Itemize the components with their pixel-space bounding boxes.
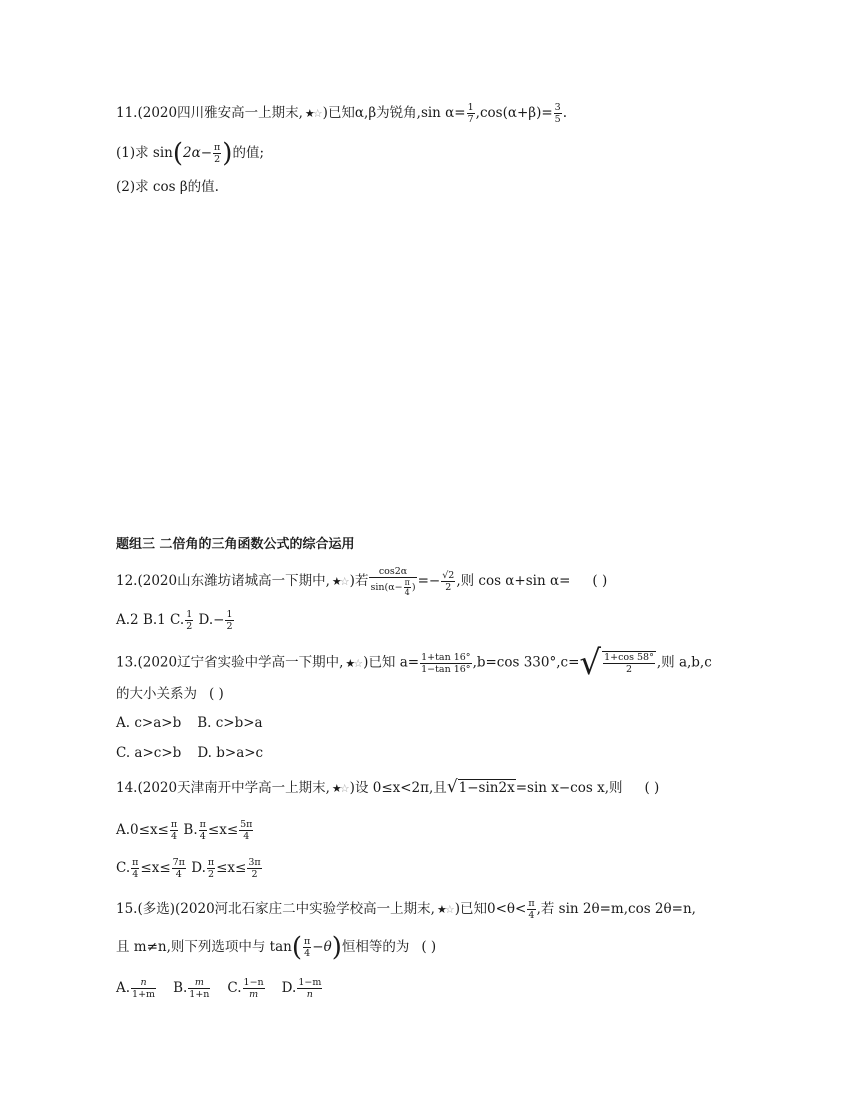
q15-option-a[interactable]: A. $\frac{n}{1+m}$ (116, 977, 156, 1000)
q14-options-row1 (116, 819, 254, 842)
q15-tag: (多选) (137, 901, 176, 917)
section-heading: 题组三 二倍角的三角函数公式的综合运用 (116, 537, 355, 552)
q12-rhs-fraction: $\frac{√2}{2}$ (442, 570, 455, 593)
q11-fraction-cos: $\frac{3}{5}$ (554, 102, 561, 125)
q12-option-b[interactable]: B.1 (142, 612, 166, 628)
q14-number: 14. (116, 780, 138, 796)
q12-source: (2020山东潍坊诸城高一下期中, (137, 573, 330, 589)
q14-stem (116, 777, 659, 799)
q11-part2-text: (2)求 cos β的值. (116, 179, 219, 195)
paren-open: ( (172, 138, 184, 169)
q14-source-close: ) (349, 780, 355, 796)
sqrt-sign-icon: √ (579, 643, 602, 683)
q14-text-pre: 设 0≤x<2π,且 (354, 780, 447, 796)
q12-number: 12. (116, 573, 138, 589)
q14-source: (2020天津南开中学高一上期末, (137, 780, 330, 796)
q12-option-d[interactable]: D.− $\frac{1}{2}$ (198, 609, 233, 632)
q15-source: (2020河北石家庄二中实验学校高一上期末, (175, 901, 435, 917)
q15-tan-fraction: $\frac{\pi}{4}$ (304, 936, 311, 959)
q11-number: 11. (116, 105, 138, 121)
q11-part1 (116, 138, 265, 169)
q15-theta-fraction: $\frac{\pi}{4}$ (528, 898, 535, 921)
q13-line2-text: 的大小关系为 (116, 686, 197, 702)
q15-answer-blank: ( ) (421, 939, 437, 955)
difficulty-stars-icon: ★☆ (331, 575, 348, 588)
q13-option-b[interactable]: B. c>b>a (197, 715, 263, 731)
q13-text-post: ,则 a,b,c (656, 654, 712, 671)
q11-part1-arg: 2α− (183, 145, 213, 161)
q14-option-a[interactable]: A.0≤x≤ $\frac{\pi}{4}$ (116, 819, 178, 842)
paren-close: ) (222, 138, 233, 169)
q15-number: 15. (116, 901, 138, 917)
sqrt-sign-icon: √ (446, 777, 458, 797)
q11-part2 (116, 177, 219, 197)
q11-text-mid: ,cos(α+β)= (475, 105, 553, 121)
q11-text: 已知α,β为锐角,sin α= (327, 105, 466, 121)
paren-close: ) (331, 932, 342, 963)
difficulty-stars-icon: ★☆ (304, 107, 321, 120)
q15-source-close: ) (454, 901, 460, 917)
q14-option-c[interactable]: C. $\frac{\pi}{4}$ ≤x≤ $\frac{7\pi}{4}$ (116, 857, 185, 880)
q13-c-fraction: $\frac{1+\cos 58^\circ}{2}$ (604, 652, 654, 675)
q12-options (116, 609, 235, 632)
q13-options-row2 (116, 743, 263, 763)
q14-text-post: =sin x−cos x,则 (515, 780, 623, 796)
q12-answer-blank: ( ) (592, 573, 608, 589)
paren-open: ( (291, 932, 303, 963)
q13-option-c[interactable]: C. a>c>b (116, 745, 182, 761)
q12-equals: =− (417, 573, 441, 589)
q15-line2 (116, 932, 437, 963)
q15-line2-pre: 且 m≠n,则下列选项中与 tan (116, 939, 292, 955)
q12-option-c[interactable]: C. $\frac{1}{2}$ (170, 609, 193, 632)
q15-line2-post: 恒相等的为 (341, 939, 410, 955)
q13-options-row1 (116, 713, 263, 733)
q14-option-b[interactable]: B. $\frac{\pi}{4}$ ≤x≤ $\frac{5\pi}{4}$ (183, 819, 253, 842)
q13-option-a[interactable]: A. c>a>b (116, 715, 182, 731)
q13-answer-blank: ( ) (209, 686, 224, 702)
q14-answer-blank: ( ) (644, 780, 660, 796)
q15-text-pre: 已知0<θ< (459, 901, 527, 917)
q14-sqrt-body: 1−sin2x (458, 780, 515, 796)
q13-line2 (116, 684, 224, 704)
q11-text-end: . (562, 105, 567, 121)
q13-stem (116, 643, 712, 683)
difficulty-stars-icon: ★☆ (331, 782, 348, 795)
difficulty-stars-icon: ★☆ (436, 903, 453, 916)
q13-option-d[interactable]: D. b>a>c (197, 745, 264, 761)
q15-option-c[interactable]: C. $\frac{1-n}{m}$ (227, 977, 264, 1000)
q12-source-close: ) (349, 573, 355, 589)
q11-source-close: ) (322, 105, 328, 121)
q15-stem (116, 898, 696, 921)
q11-part1-suffix: 的值; (232, 145, 265, 161)
q11-stem (116, 102, 567, 125)
q11-source: (2020四川雅安高一上期末, (137, 105, 303, 121)
q11-fraction-sin: $\frac{1}{7}$ (467, 102, 474, 125)
q11-part1-prefix: (1)求 sin (116, 145, 173, 161)
q15-text-post: ,若 sin 2θ=m,cos 2θ=n, (536, 901, 696, 917)
difficulty-stars-icon: ★☆ (345, 656, 362, 670)
q13-text-pre: 已知 a= (368, 654, 420, 671)
q15-option-d[interactable]: D. $\frac{1-m}{n}$ (281, 977, 322, 1000)
q12-main-fraction: cos2α sin(α− $\frac{\pi}{4}$ ) (370, 566, 416, 597)
q15-options (116, 977, 339, 1000)
q12-option-a[interactable]: A.2 (116, 612, 139, 628)
q13-source-close: ) (363, 654, 369, 671)
q15-tan-arg: −θ (312, 939, 332, 955)
q11-part1-fraction: $\frac{\pi}{2}$ (214, 142, 221, 165)
q12-text-post: ,则 cos α+sin α= (456, 573, 571, 589)
q13-source: (2020辽宁省实验中学高一下期中, (137, 654, 344, 671)
q14-options-row2 (116, 857, 263, 880)
q14-option-d[interactable]: D. $\frac{\pi}{2}$ ≤x≤ $\frac{3\pi}{2}$ (191, 857, 261, 880)
q13-a-fraction: $\frac{1+\tan 16^\circ}{1-\tan 16^\circ}$ (421, 651, 471, 675)
q15-option-b[interactable]: B. $\frac{m}{1+n}$ (173, 977, 210, 1000)
q12-text-pre: 若 (354, 573, 369, 589)
q13-number: 13. (116, 654, 138, 671)
q13-b-part: ,b=cos 330°,c= (472, 654, 580, 671)
q12-stem (116, 566, 607, 597)
